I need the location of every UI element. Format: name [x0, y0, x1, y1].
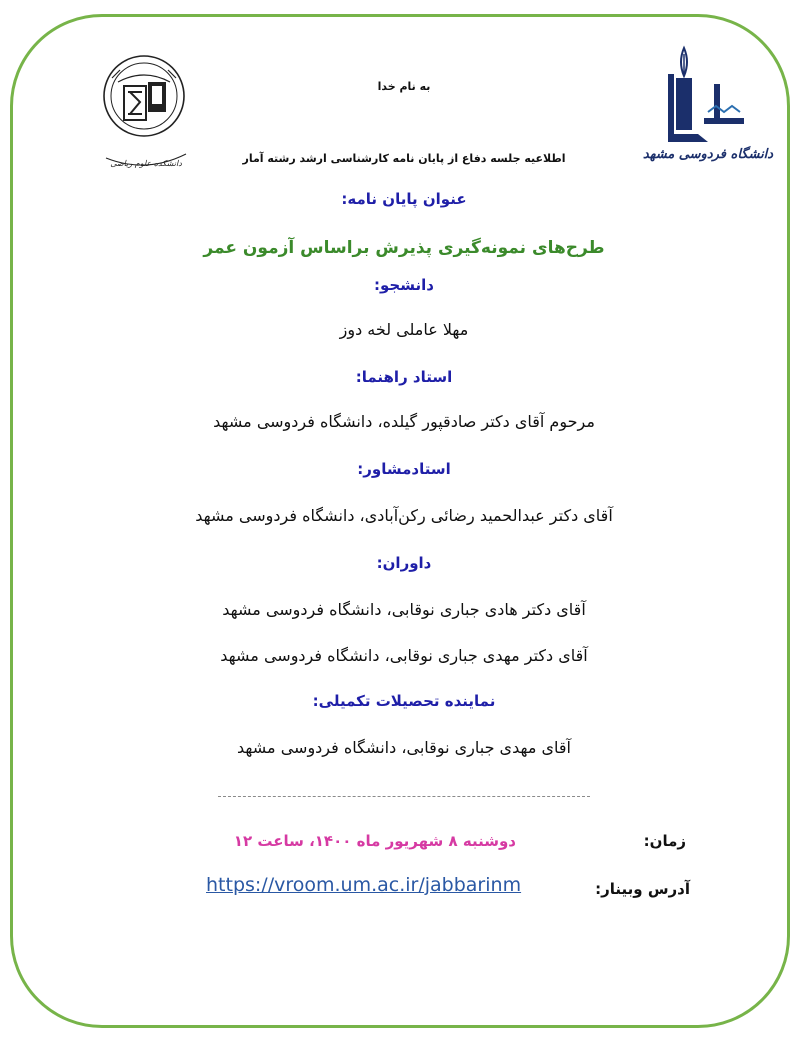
supervisor-name: مرحوم آقای دکتر صادقپور گیلده، دانشگاه فردوسی مشهد	[213, 412, 595, 431]
student-name: مهلا عاملی لخه دوز	[339, 320, 469, 339]
advisor-name: آقای دکتر عبدالحمید رضائی رکن‌آبادی، دانشگاه فردوسی مشهد	[195, 506, 613, 525]
ferdowsi-university-logo-icon	[642, 44, 774, 168]
webinar-link[interactable]: https://vroom.um.ac.ir/jabbarinm	[206, 874, 522, 896]
svg-text:دانشکده علوم ریاضی: دانشکده علوم ریاضی	[110, 159, 182, 168]
announcement-text: اطلاعیه جلسه دفاع از پایان نامه کارشناسی ارشد رشته آمار	[242, 152, 566, 165]
representative-label: نماینده تحصیلات تکمیلی:	[312, 692, 496, 710]
webinar-label: آدرس وبینار:	[595, 880, 690, 898]
svg-text:دانشگاه فردوسی مشهد: دانشگاه فردوسی مشهد	[642, 147, 774, 162]
bismillah-text: به نام خدا	[377, 80, 431, 93]
student-label: دانشجو:	[374, 276, 434, 294]
referee-item: آقای دکتر هادی جباری نوقابی، دانشگاه فردوسی مشهد	[222, 600, 586, 619]
time-label: زمان:	[643, 832, 686, 850]
referee-item: آقای دکتر مهدی جباری نوقابی، دانشگاه فردوسی مشهد	[220, 646, 588, 665]
supervisor-label: استاد راهنما:	[355, 368, 453, 386]
advisor-label: استادمشاور:	[357, 460, 451, 478]
representative-name: آقای مهدی جباری نوقابی، دانشگاه فردوسی مشهد	[237, 738, 571, 757]
time-value: دوشنبه ۸ شهریور ماه ۱۴۰۰، ساعت ۱۲	[233, 832, 516, 850]
referees-label: داوران:	[376, 554, 432, 572]
thesis-title: طرح‌های نمونه‌گیری پذیرش براساس آزمون عمر	[203, 238, 605, 258]
thesis-title-label: عنوان پایان نامه:	[341, 190, 467, 208]
dashed-divider	[218, 796, 590, 797]
